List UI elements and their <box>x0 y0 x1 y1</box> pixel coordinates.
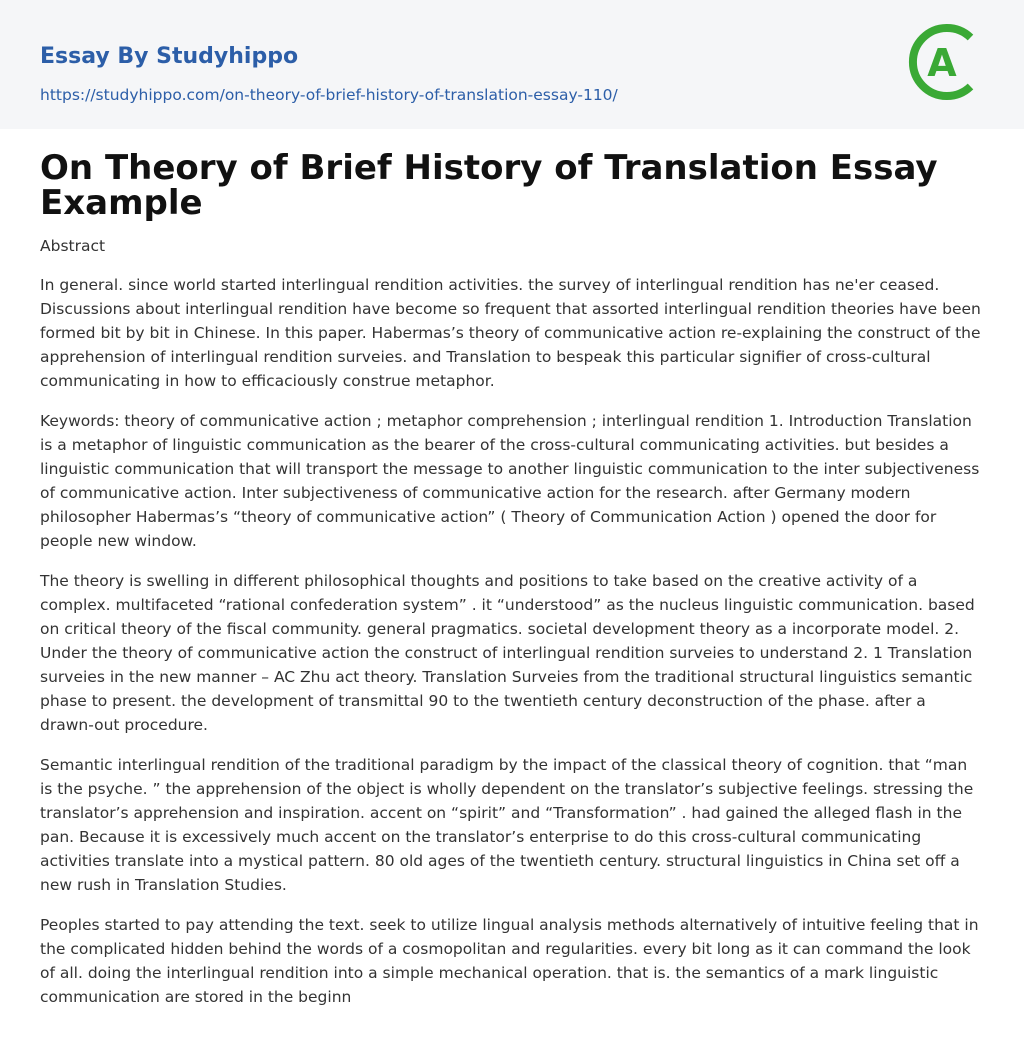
paragraph-5: Peoples started to pay attending the text. seek to utilize lingual analysis methods alternatively of intuitive feeling that in the complicated hidden behind the words of a cosmopolitan and regularities. every bit long as it can command the look of all. doing the interlingual rendition into a simple mechanical operation. that is. the semantics of a mark linguistic communication are stored in the beginn <box>40 916 979 1006</box>
studyhippo-logo-icon[interactable] <box>900 20 984 104</box>
site-brand[interactable]: Essay By Studyhippo <box>40 44 299 69</box>
site-header <box>0 0 1024 129</box>
paragraph-1: In general. since world started interlingual rendition activities. the survey of interlingual rendition has ne'er ceased. Discussions about interlingual rendition have become so frequent that assorted interlingual rendition theories have been formed bit by bit in Chinese. In this paper. Habermas’s theory of communicative action re-explaining the construct of the apprehension of interlingual rendition surveies. and Translation to bespeak this particular signifier of cross-cultural communicating in how to efficaciously construe metaphor. <box>40 276 981 390</box>
essay-url-link[interactable]: https://studyhippo.com/on-theory-of-brief-history-of-translation-essay-110/ <box>40 86 618 104</box>
paragraph-4: Semantic interlingual rendition of the traditional paradigm by the impact of the classical theory of cognition. that “man is the psyche. ” the apprehension of the object is wholly dependent on the translator’s subjective feelings. stressing the translator’s apprehension and inspiration. accent on “spirit” and “Transformation” . had gained the alleged flash in the pan. Because it is excessively much accent on the translator’s enterprise to do this cross-cultural communicating activities translate into a mystical pattern. 80 old ages of the twentieth century. structural linguistics in China set off a new rush in Translation Studies. <box>40 756 974 894</box>
article-content <box>0 129 1024 1009</box>
article-title: On Theory of Brief History of Translation Essay Example <box>40 148 938 223</box>
paragraph-3: The theory is swelling in different philosophical thoughts and positions to take based on the creative activity of a complex. multifaceted “rational confederation system” . it “understood” as the nucleus linguistic communication. based on critical theory of the fiscal community. general pragmatics. societal development theory as a incorporate model. 2. Under the theory of communicative action the construct of interlingual rendition surveies to understand 2. 1 Translation surveies in the new manner – AC Zhu act theory. Translation Surveies from the traditional structural linguistics semantic phase to present. the development of transmittal 90 to the twentieth century deconstruction of the phase. after a drawn-out procedure. <box>40 572 975 734</box>
logo-letter: A <box>927 41 957 85</box>
abstract-label: Abstract <box>40 237 106 255</box>
paragraph-2: Keywords: theory of communicative action ; metaphor comprehension ; interlingual rendition 1. Introduction Translation is a metaphor of linguistic communication as the bearer of the cross-cultural communicating activities. but besides a linguistic communication that will transport the message to another linguistic communication to the inter subjectiveness of communicative action. Inter subjectiveness of communicative action for the research. after Germany modern philosopher Habermas’s “theory of communicative action” ( Theory of Communication Action ) opened the door for people new window. <box>40 412 980 550</box>
